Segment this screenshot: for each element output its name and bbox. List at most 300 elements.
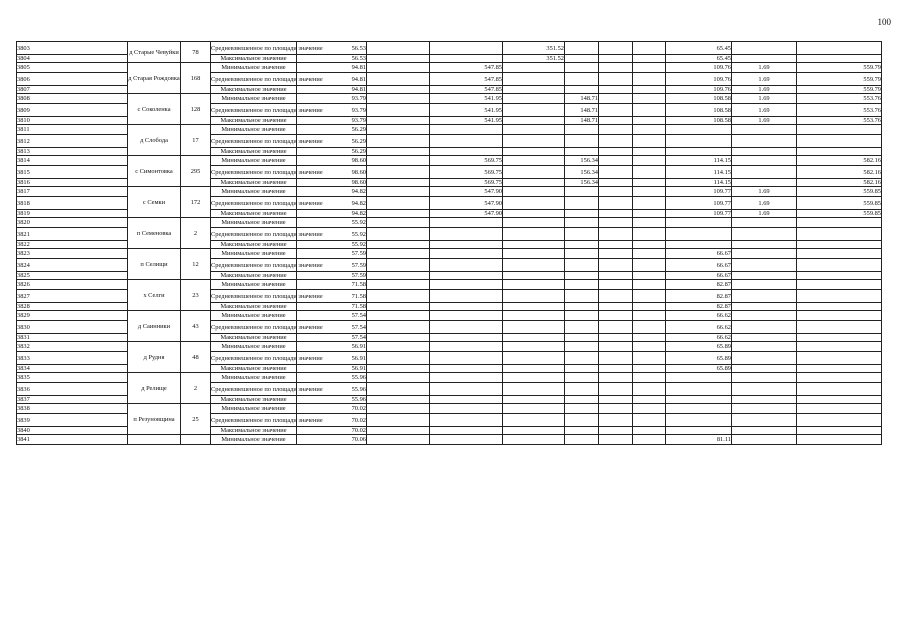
value-cell: [797, 249, 882, 259]
value-type-label: Средневзвешенное по площади значение: [211, 73, 297, 86]
value-cell: 351.52: [503, 55, 565, 63]
value-cell: [367, 156, 430, 166]
value-cell: [503, 352, 565, 365]
row-id: 3807: [17, 86, 128, 94]
value-type-label: Минимальное значение: [211, 125, 297, 135]
value-cell: [666, 218, 732, 228]
value-type-label: Максимальное значение: [211, 210, 297, 218]
value-type-label: Минимальное значение: [211, 311, 297, 321]
value-cell: [430, 427, 503, 435]
row-id: 3814: [17, 156, 128, 166]
value-cell: [633, 303, 666, 311]
value-cell: [633, 179, 666, 187]
population: [181, 435, 211, 445]
value-cell: [732, 365, 797, 373]
value-cell: [797, 396, 882, 404]
value-cell: [732, 135, 797, 148]
value-cell: [732, 259, 797, 272]
value-cell: [430, 404, 503, 414]
page-number: 100: [877, 17, 891, 27]
value-cell: [732, 311, 797, 321]
value-cell: [599, 435, 633, 445]
value-cell: [367, 290, 430, 303]
value-cell: [503, 135, 565, 148]
value-cell: 1.69: [732, 197, 797, 210]
value-cell: [367, 334, 430, 342]
value-cell: [732, 125, 797, 135]
value-cell: [797, 383, 882, 396]
value-cell: [797, 55, 882, 63]
value-cell: [633, 218, 666, 228]
value-cell: [367, 228, 430, 241]
table-row: [17, 94, 882, 104]
value-cell: [565, 73, 599, 86]
value-cell: [503, 187, 565, 197]
row-id: 3827: [17, 290, 128, 303]
population: 128: [181, 94, 211, 125]
value-cell: [503, 290, 565, 303]
value-cell: [367, 396, 430, 404]
value-cell: 156.34: [565, 156, 599, 166]
value-cell: [565, 311, 599, 321]
value-cell: [666, 241, 732, 249]
value-cell: [430, 42, 503, 55]
value-cell: [503, 241, 565, 249]
value-type-label: Максимальное значение: [211, 86, 297, 94]
value-cell: 351.52: [503, 42, 565, 55]
population: 78: [181, 42, 211, 63]
value-cell: [599, 290, 633, 303]
value-cell: 94.82: [297, 210, 367, 218]
value-cell: 569.75: [430, 156, 503, 166]
value-cell: [430, 272, 503, 280]
value-cell: [430, 125, 503, 135]
row-id: 3839: [17, 414, 128, 427]
value-cell: [565, 187, 599, 197]
value-cell: 559.79: [797, 73, 882, 86]
value-type-label: Минимальное значение: [211, 373, 297, 383]
value-cell: 56.29: [297, 125, 367, 135]
settlement-name: п Резуновщина: [128, 404, 181, 435]
value-cell: [732, 148, 797, 156]
value-cell: [367, 259, 430, 272]
value-cell: 70.06: [297, 435, 367, 445]
row-id: 3819: [17, 210, 128, 218]
value-cell: 582.16: [797, 156, 882, 166]
value-cell: [565, 334, 599, 342]
row-id: 3810: [17, 117, 128, 125]
value-cell: [503, 117, 565, 125]
value-cell: [797, 321, 882, 334]
value-cell: [633, 427, 666, 435]
value-cell: [565, 135, 599, 148]
value-cell: [430, 259, 503, 272]
value-cell: 55.92: [297, 228, 367, 241]
value-cell: [503, 197, 565, 210]
value-type-label: Средневзвешенное по площади значение: [211, 383, 297, 396]
value-cell: 94.82: [297, 187, 367, 197]
row-id: 3809: [17, 104, 128, 117]
value-cell: 547.90: [430, 187, 503, 197]
value-cell: [732, 352, 797, 365]
value-cell: [367, 166, 430, 179]
value-cell: [599, 179, 633, 187]
value-cell: [565, 218, 599, 228]
value-cell: [797, 272, 882, 280]
row-id: 3831: [17, 334, 128, 342]
settlement-name: х Селги: [128, 280, 181, 311]
value-cell: 71.58: [297, 290, 367, 303]
value-cell: 553.76: [797, 104, 882, 117]
value-cell: 55.92: [297, 241, 367, 249]
value-cell: 109.76: [666, 63, 732, 73]
value-cell: [565, 414, 599, 427]
value-cell: [503, 86, 565, 94]
value-cell: [732, 342, 797, 352]
value-cell: [599, 249, 633, 259]
table-row: [17, 125, 882, 135]
row-id: 3823: [17, 249, 128, 259]
value-cell: [367, 352, 430, 365]
population: 48: [181, 342, 211, 373]
value-cell: 70.02: [297, 404, 367, 414]
row-id: 3817: [17, 187, 128, 197]
value-cell: [666, 427, 732, 435]
value-cell: [503, 228, 565, 241]
value-cell: [367, 210, 430, 218]
value-type-label: Средневзвешенное по площади значение: [211, 290, 297, 303]
value-cell: [797, 435, 882, 445]
value-cell: [633, 290, 666, 303]
settlement-name: с Соколенка: [128, 94, 181, 125]
value-cell: 109.77: [666, 187, 732, 197]
value-cell: 1.69: [732, 104, 797, 117]
value-cell: 109.77: [666, 210, 732, 218]
settlement-name: д Старые Чевуйки: [128, 42, 181, 63]
row-id: 3820: [17, 218, 128, 228]
value-cell: [367, 94, 430, 104]
value-cell: 109.76: [666, 86, 732, 94]
value-cell: [599, 280, 633, 290]
value-cell: 65.89: [666, 352, 732, 365]
value-cell: [633, 166, 666, 179]
value-cell: 56.91: [297, 352, 367, 365]
table-row: [17, 435, 882, 445]
value-cell: 66.62: [666, 321, 732, 334]
value-cell: 541.95: [430, 117, 503, 125]
value-cell: [503, 321, 565, 334]
value-cell: 1.69: [732, 94, 797, 104]
value-cell: [599, 259, 633, 272]
value-cell: [503, 311, 565, 321]
population: 172: [181, 187, 211, 218]
value-cell: 1.69: [732, 63, 797, 73]
value-cell: [666, 148, 732, 156]
value-cell: [565, 259, 599, 272]
row-id: 3818: [17, 197, 128, 210]
value-cell: [565, 148, 599, 156]
value-type-label: Средневзвешенное по площади значение: [211, 321, 297, 334]
row-id: 3824: [17, 259, 128, 272]
value-cell: 559.85: [797, 210, 882, 218]
value-cell: 547.90: [430, 197, 503, 210]
value-cell: [732, 228, 797, 241]
value-cell: [732, 249, 797, 259]
value-cell: [503, 435, 565, 445]
value-cell: [732, 272, 797, 280]
value-cell: [367, 148, 430, 156]
value-type-label: Максимальное значение: [211, 148, 297, 156]
value-cell: [367, 73, 430, 86]
value-cell: [430, 383, 503, 396]
value-type-label: Минимальное значение: [211, 342, 297, 352]
value-type-label: Средневзвешенное по площади значение: [211, 352, 297, 365]
value-cell: [633, 73, 666, 86]
value-cell: [565, 241, 599, 249]
value-cell: [565, 210, 599, 218]
value-cell: [503, 334, 565, 342]
value-cell: [599, 73, 633, 86]
value-cell: [430, 303, 503, 311]
value-cell: [367, 311, 430, 321]
value-cell: [367, 104, 430, 117]
value-cell: [503, 404, 565, 414]
value-cell: [599, 228, 633, 241]
settlement-name: с Симонтовка: [128, 156, 181, 187]
value-cell: 108.58: [666, 104, 732, 117]
value-cell: 1.69: [732, 210, 797, 218]
value-cell: [503, 73, 565, 86]
value-cell: [503, 272, 565, 280]
value-cell: 569.75: [430, 166, 503, 179]
value-cell: [633, 249, 666, 259]
value-cell: 148.71: [565, 104, 599, 117]
value-cell: [732, 42, 797, 55]
value-cell: 547.85: [430, 86, 503, 94]
value-cell: [599, 365, 633, 373]
settlement-name: п Селищи: [128, 249, 181, 280]
value-cell: [503, 94, 565, 104]
value-cell: [732, 290, 797, 303]
row-id: 3840: [17, 427, 128, 435]
value-type-label: Средневзвешенное по площади значение: [211, 42, 297, 55]
value-cell: [367, 125, 430, 135]
settlement-name: [128, 435, 181, 445]
value-cell: [633, 383, 666, 396]
value-cell: [732, 166, 797, 179]
value-cell: [633, 86, 666, 94]
table-row: [17, 63, 882, 73]
value-cell: [666, 396, 732, 404]
value-cell: [732, 179, 797, 187]
value-cell: 94.81: [297, 63, 367, 73]
row-id: 3836: [17, 383, 128, 396]
value-cell: [503, 396, 565, 404]
value-cell: [633, 404, 666, 414]
value-cell: 582.16: [797, 166, 882, 179]
table-body: [17, 42, 882, 445]
table-row: [17, 373, 882, 383]
value-cell: 82.87: [666, 280, 732, 290]
value-type-label: Максимальное значение: [211, 303, 297, 311]
value-cell: [599, 342, 633, 352]
value-cell: [666, 373, 732, 383]
row-id: 3806: [17, 73, 128, 86]
value-cell: 1.69: [732, 117, 797, 125]
value-cell: 553.76: [797, 117, 882, 125]
value-cell: [732, 383, 797, 396]
value-cell: [633, 321, 666, 334]
value-cell: [430, 135, 503, 148]
value-cell: 66.62: [666, 311, 732, 321]
value-cell: [367, 179, 430, 187]
value-cell: 55.96: [297, 396, 367, 404]
value-cell: [503, 342, 565, 352]
value-cell: [430, 334, 503, 342]
value-cell: 559.85: [797, 187, 882, 197]
row-id: 3833: [17, 352, 128, 365]
value-cell: 56.91: [297, 342, 367, 352]
row-id: 3805: [17, 63, 128, 73]
value-cell: [503, 427, 565, 435]
value-type-label: Минимальное значение: [211, 94, 297, 104]
table-row: [17, 187, 882, 197]
value-cell: [430, 311, 503, 321]
value-cell: [565, 272, 599, 280]
value-cell: 98.60: [297, 179, 367, 187]
table-row: [17, 311, 882, 321]
value-cell: 66.67: [666, 259, 732, 272]
value-cell: [599, 86, 633, 94]
value-cell: [367, 241, 430, 249]
value-cell: [599, 383, 633, 396]
value-cell: [599, 373, 633, 383]
value-cell: 114.15: [666, 156, 732, 166]
value-cell: 70.02: [297, 427, 367, 435]
population: 2: [181, 373, 211, 404]
value-cell: [565, 352, 599, 365]
value-cell: [367, 272, 430, 280]
value-cell: [633, 272, 666, 280]
value-cell: 156.34: [565, 166, 599, 179]
value-cell: [732, 334, 797, 342]
value-cell: 114.15: [666, 179, 732, 187]
value-cell: [797, 303, 882, 311]
population: 23: [181, 280, 211, 311]
value-cell: [565, 383, 599, 396]
row-id: 3837: [17, 396, 128, 404]
value-cell: [633, 125, 666, 135]
value-cell: [633, 259, 666, 272]
value-cell: 547.90: [430, 210, 503, 218]
value-cell: [503, 303, 565, 311]
value-cell: [599, 321, 633, 334]
value-cell: [367, 42, 430, 55]
value-cell: [565, 42, 599, 55]
value-cell: [599, 334, 633, 342]
value-cell: 56.29: [297, 135, 367, 148]
value-cell: 98.60: [297, 156, 367, 166]
value-cell: [599, 63, 633, 73]
value-cell: [666, 383, 732, 396]
value-cell: [503, 125, 565, 135]
value-cell: [633, 63, 666, 73]
value-cell: 65.89: [666, 342, 732, 352]
value-cell: [633, 365, 666, 373]
value-cell: [797, 241, 882, 249]
value-cell: [797, 342, 882, 352]
value-cell: [599, 218, 633, 228]
row-id: 3816: [17, 179, 128, 187]
value-cell: [565, 435, 599, 445]
value-cell: 81.11: [666, 435, 732, 445]
value-cell: [666, 228, 732, 241]
value-type-label: Максимальное значение: [211, 365, 297, 373]
settlement-name: д Релище: [128, 373, 181, 404]
population: 295: [181, 156, 211, 187]
value-cell: [367, 342, 430, 352]
value-type-label: Средневзвешенное по площади значение: [211, 228, 297, 241]
value-cell: [367, 63, 430, 73]
population: 12: [181, 249, 211, 280]
value-type-label: Минимальное значение: [211, 404, 297, 414]
value-cell: [430, 218, 503, 228]
table-row: [17, 42, 882, 55]
value-cell: [732, 396, 797, 404]
value-cell: [503, 218, 565, 228]
value-cell: [633, 414, 666, 427]
value-cell: [599, 241, 633, 249]
value-cell: 66.67: [666, 272, 732, 280]
data-table: [16, 41, 882, 445]
value-type-label: Максимальное значение: [211, 55, 297, 63]
value-cell: [367, 197, 430, 210]
value-cell: 108.58: [666, 94, 732, 104]
table-row: [17, 249, 882, 259]
value-cell: 82.87: [666, 303, 732, 311]
value-cell: [367, 187, 430, 197]
value-type-label: Максимальное значение: [211, 179, 297, 187]
value-cell: 57.54: [297, 321, 367, 334]
row-id: 3834: [17, 365, 128, 373]
value-cell: [633, 311, 666, 321]
table-row: [17, 342, 882, 352]
value-cell: 148.71: [565, 94, 599, 104]
row-id: 3841: [17, 435, 128, 445]
value-cell: [565, 321, 599, 334]
value-cell: [430, 148, 503, 156]
value-cell: [565, 125, 599, 135]
row-id: 3812: [17, 135, 128, 148]
value-cell: [633, 55, 666, 63]
value-cell: [633, 373, 666, 383]
value-cell: [797, 334, 882, 342]
population: 168: [181, 63, 211, 94]
row-id: 3821: [17, 228, 128, 241]
value-cell: [503, 156, 565, 166]
value-cell: [367, 86, 430, 94]
value-cell: [430, 352, 503, 365]
value-cell: 547.85: [430, 73, 503, 86]
value-type-label: Максимальное значение: [211, 272, 297, 280]
value-cell: [367, 427, 430, 435]
value-cell: [599, 404, 633, 414]
value-cell: [633, 435, 666, 445]
value-cell: [599, 414, 633, 427]
value-cell: [599, 117, 633, 125]
value-cell: [503, 414, 565, 427]
value-cell: [503, 280, 565, 290]
